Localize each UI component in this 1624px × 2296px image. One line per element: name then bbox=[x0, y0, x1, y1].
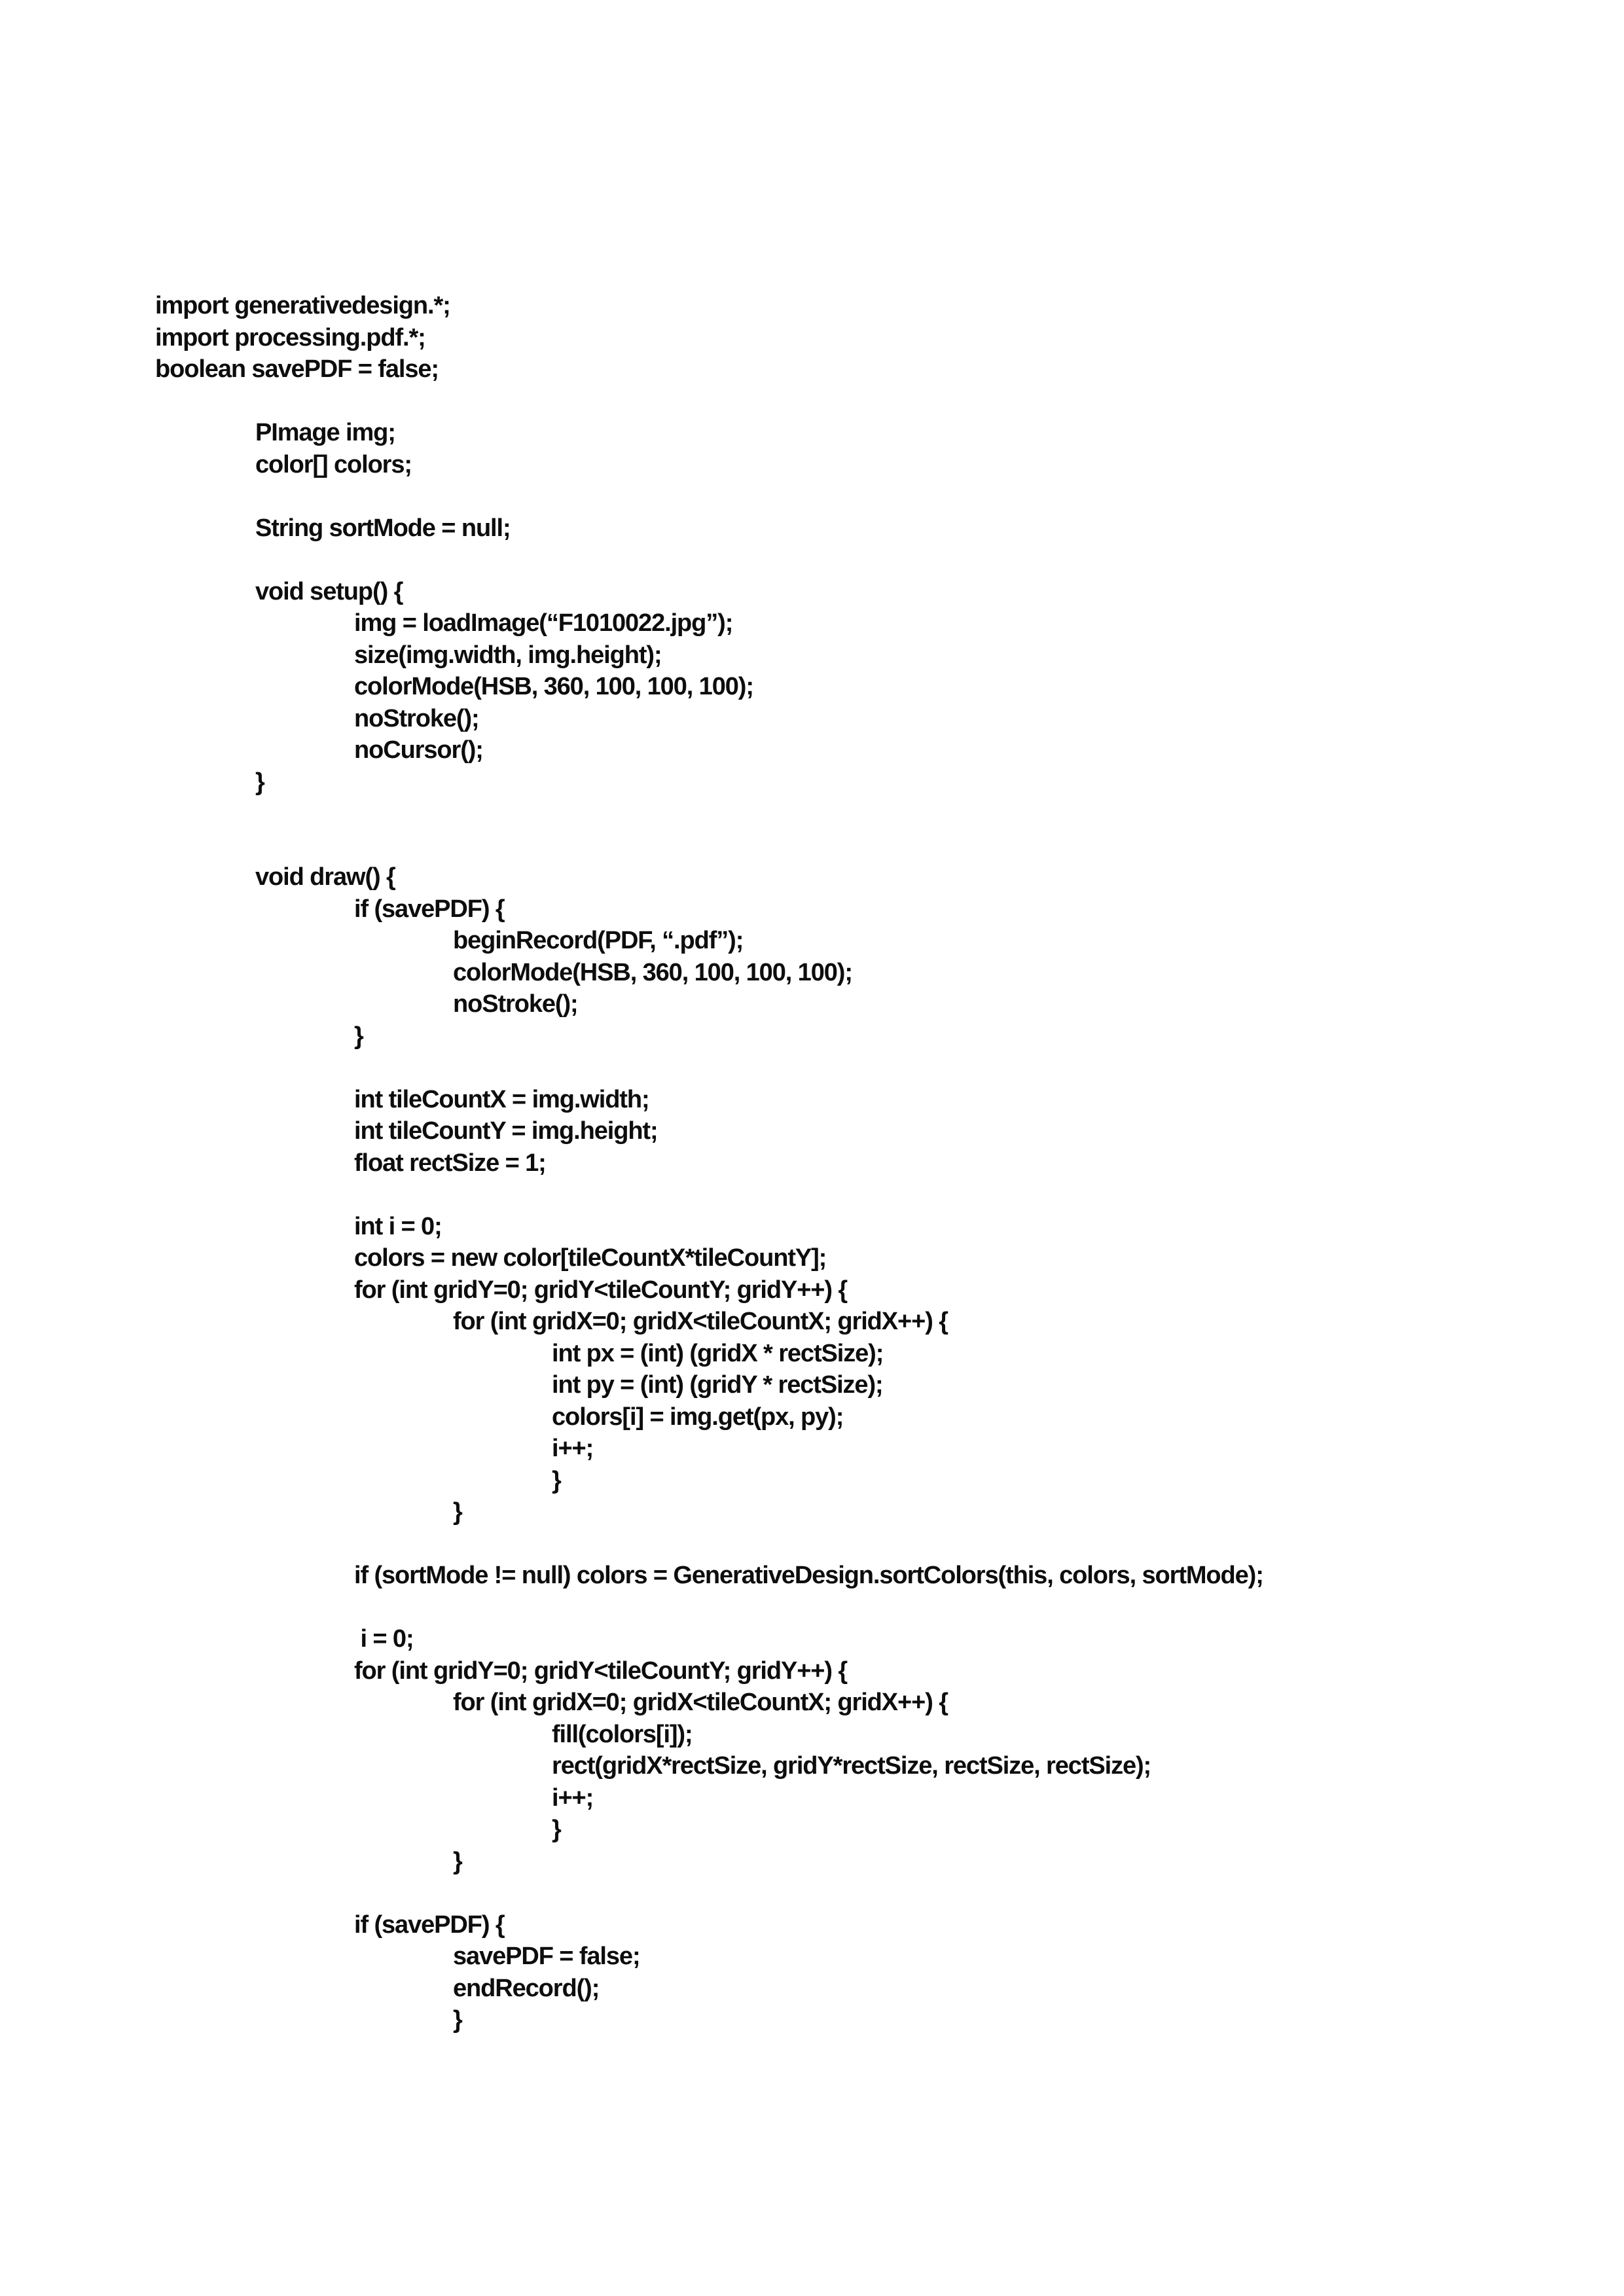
code-line: color[] colors; bbox=[255, 450, 412, 478]
blank-line bbox=[155, 1052, 1624, 1084]
code-line: } bbox=[453, 1498, 462, 1526]
code-line: beginRecord(PDF, “.pdf”); bbox=[453, 927, 744, 954]
blank-line bbox=[155, 1592, 1624, 1624]
code-line: if (savePDF) { bbox=[354, 1910, 505, 1939]
blank-line bbox=[155, 798, 1624, 830]
blank-line bbox=[155, 1528, 1624, 1560]
code-line: for (int gridY=0; gridY<tileCountY; gridY++) { bbox=[354, 1276, 848, 1304]
code-line: fill(colors[i]); bbox=[552, 1720, 693, 1748]
code-line: i = 0; bbox=[354, 1625, 414, 1653]
code-line: int tileCountX = img.width; bbox=[354, 1085, 649, 1113]
code-line: } bbox=[552, 1816, 561, 1843]
code-line: int px = (int) (gridX * rectSize); bbox=[552, 1339, 884, 1367]
blank-line bbox=[155, 480, 1624, 512]
code-line: i++; bbox=[552, 1784, 594, 1812]
code-line: colors = new color[tileCountX*tileCountY]; bbox=[354, 1244, 827, 1272]
code-line: String sortMode = null; bbox=[255, 514, 511, 542]
code-line: void setup() { bbox=[255, 577, 403, 605]
code-line: } bbox=[453, 2006, 462, 2034]
code-line: } bbox=[354, 1022, 363, 1050]
code-line: colorMode(HSB, 360, 100, 100, 100); bbox=[453, 958, 852, 986]
blank-line bbox=[155, 1179, 1624, 1211]
code-line: for (int gridY=0; gridY<tileCountY; gridY++) { bbox=[354, 1657, 848, 1685]
code-line: savePDF = false; bbox=[453, 1943, 640, 1970]
code-line: if (savePDF) { bbox=[354, 895, 505, 923]
code-line: void draw() { bbox=[255, 863, 395, 891]
code-line: int i = 0; bbox=[354, 1212, 442, 1240]
code-line: } bbox=[453, 1847, 462, 1875]
code-listing bbox=[155, 290, 1624, 2036]
code-line: } bbox=[552, 1466, 561, 1494]
code-line: noCursor(); bbox=[354, 736, 483, 764]
code-line: for (int gridX=0; gridX<tileCountX; gridX++) { bbox=[453, 1308, 948, 1335]
code-line: PImage img; bbox=[255, 419, 395, 446]
blank-line bbox=[155, 386, 1624, 418]
code-line: noStroke(); bbox=[453, 990, 578, 1018]
code-line: for (int gridX=0; gridX<tileCountX; gridX++) { bbox=[453, 1689, 948, 1716]
code-line: boolean savePDF = false; bbox=[155, 355, 439, 383]
code-line: endRecord(); bbox=[453, 1974, 600, 2002]
code-line: float rectSize = 1; bbox=[354, 1149, 546, 1177]
code-line: int tileCountY = img.height; bbox=[354, 1117, 658, 1145]
code-line: import generativedesign.*; bbox=[155, 292, 450, 319]
code-line: colorMode(HSB, 360, 100, 100, 100); bbox=[354, 673, 753, 700]
code-line: rect(gridX*rectSize, gridY*rectSize, rectSize, rectSize); bbox=[552, 1752, 1151, 1780]
code-line: if (sortMode != null) colors = GenerativeDesign.sortColors(this, colors, sortMode); bbox=[354, 1562, 1263, 1589]
code-line: noStroke(); bbox=[354, 704, 479, 732]
blank-line bbox=[155, 830, 1624, 862]
code-line: } bbox=[255, 768, 264, 796]
code-line: img = loadImage(“F1010022.jpg”); bbox=[354, 609, 733, 637]
code-line: i++; bbox=[552, 1435, 594, 1462]
code-line: size(img.width, img.height); bbox=[354, 641, 662, 669]
blank-line bbox=[155, 544, 1624, 576]
blank-line bbox=[155, 1877, 1624, 1909]
code-line: import processing.pdf.*; bbox=[155, 323, 425, 351]
code-line: int py = (int) (gridY * rectSize); bbox=[552, 1371, 883, 1399]
code-line: colors[i] = img.get(px, py); bbox=[552, 1403, 844, 1431]
